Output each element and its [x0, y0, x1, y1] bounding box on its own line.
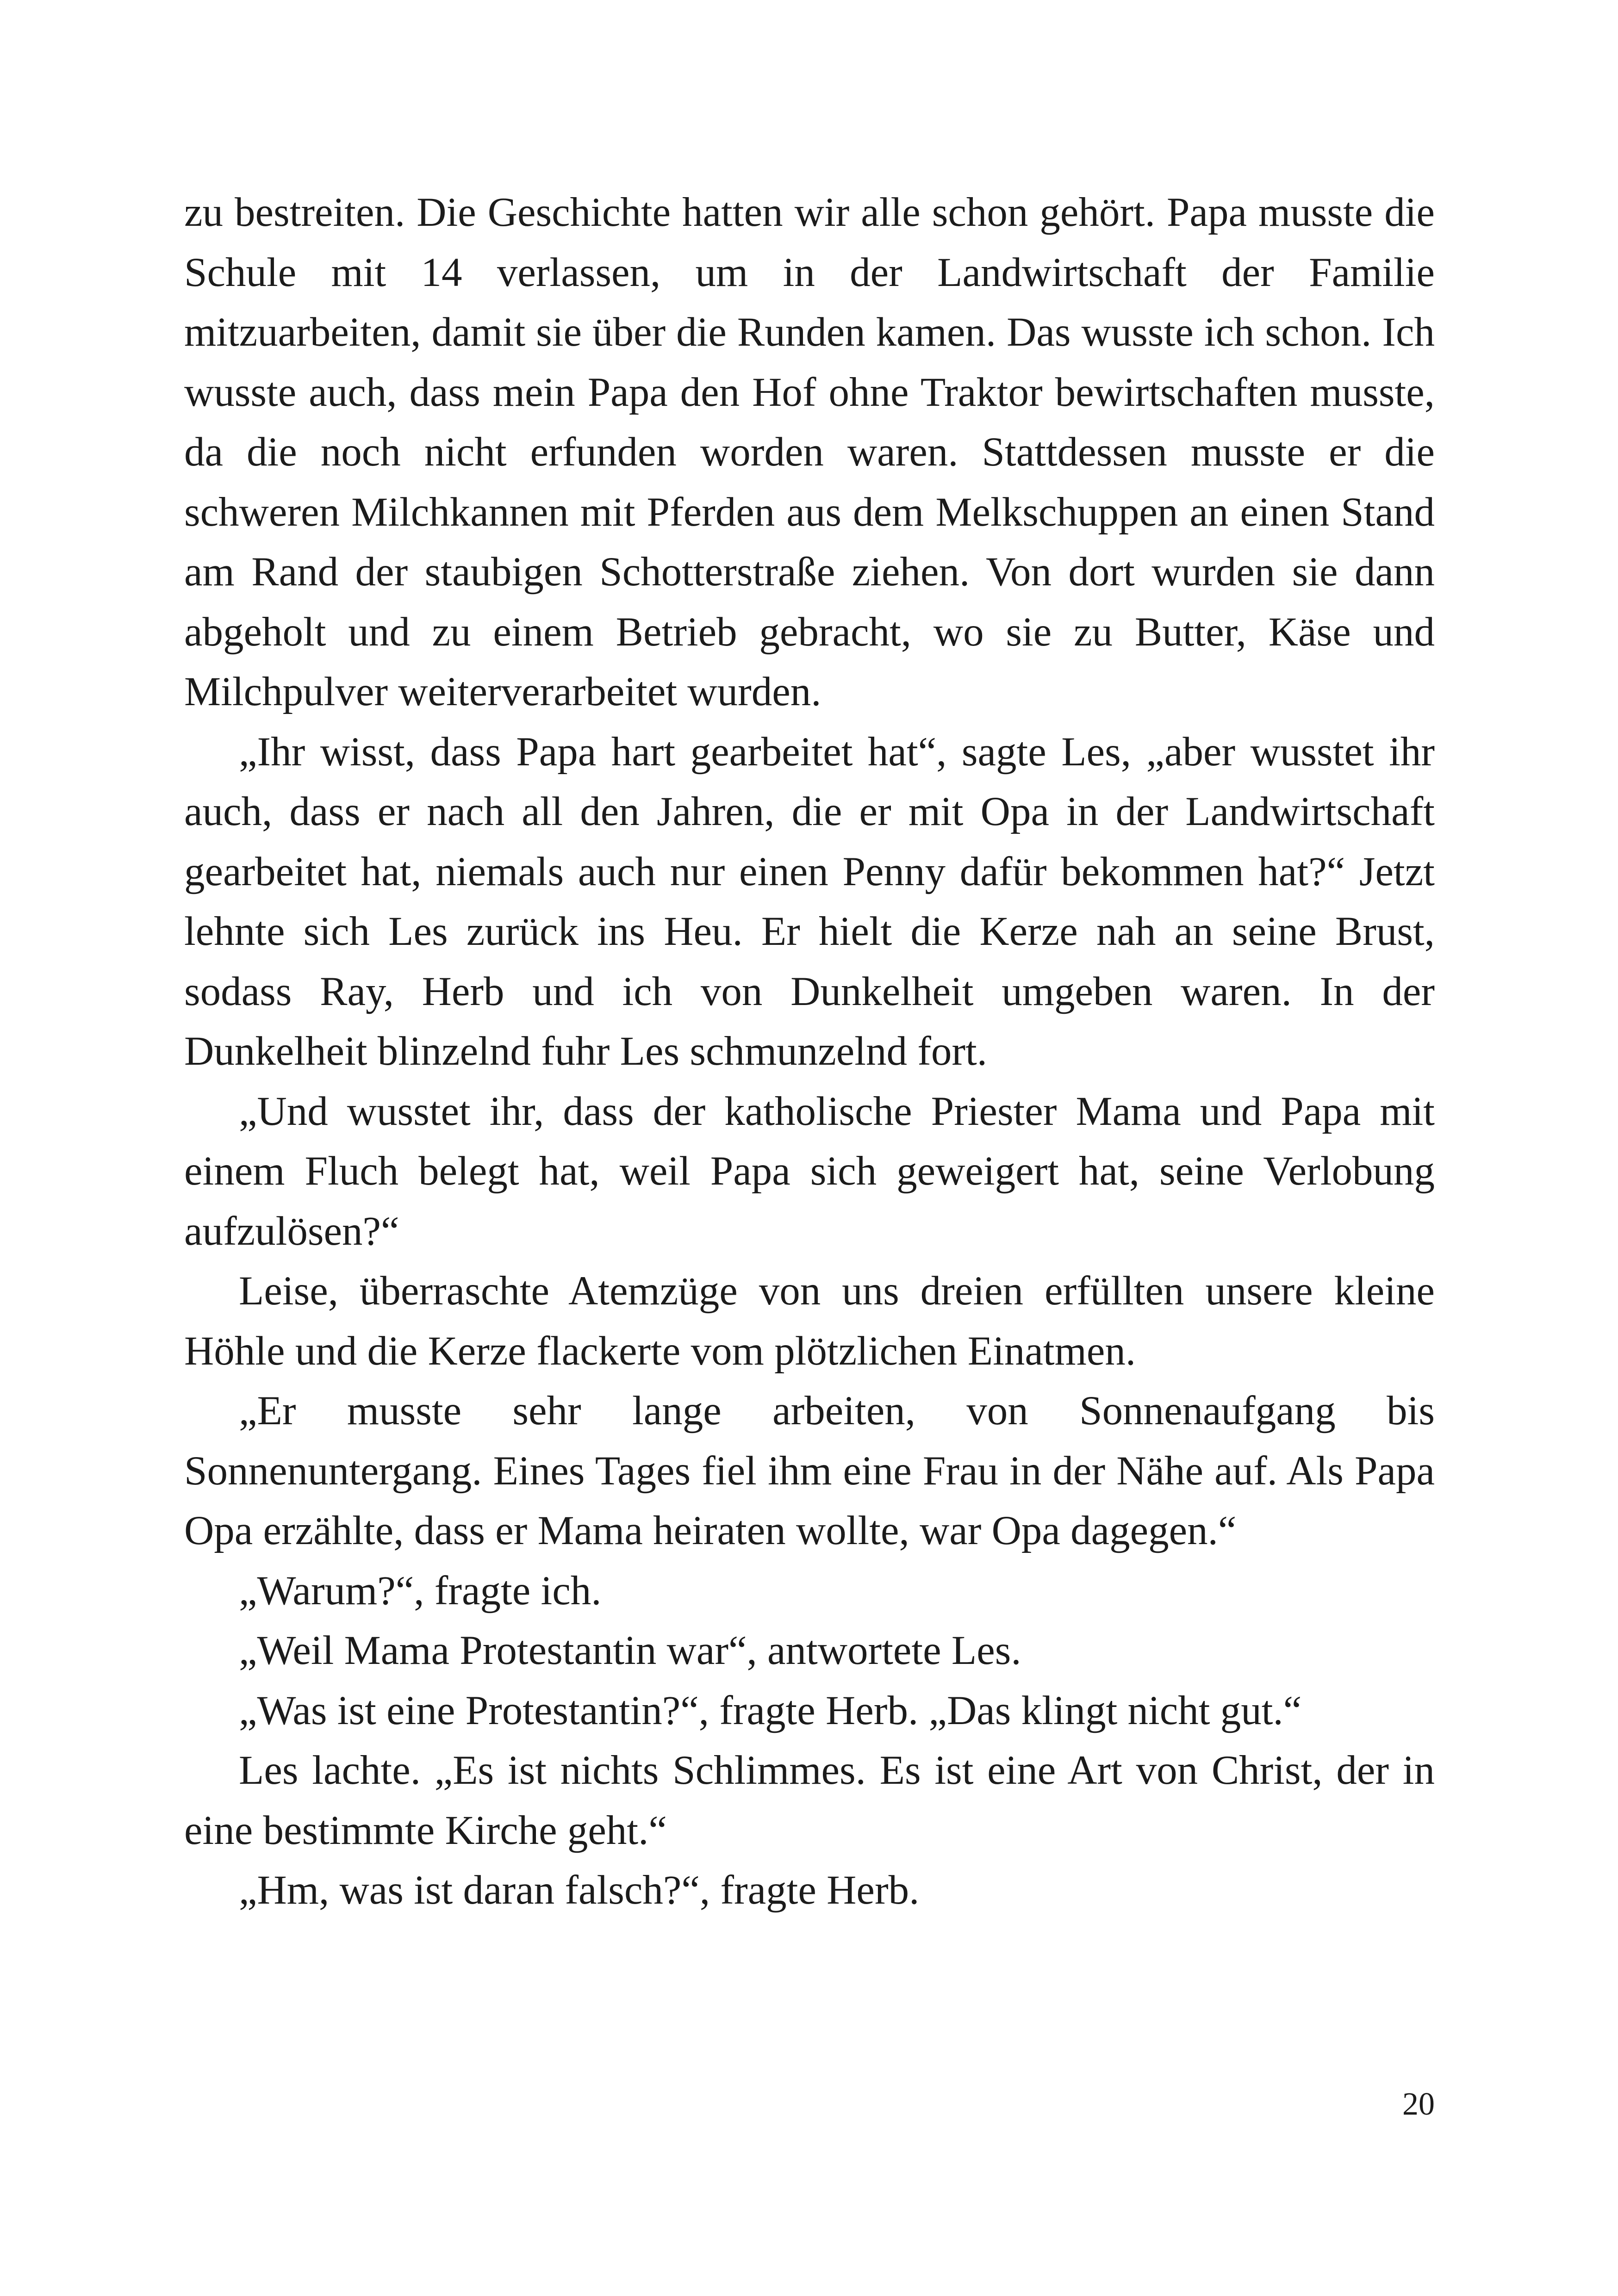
paragraph: „Was ist eine Protestantin?“, fragte Herb. „Das klingt nicht gut.“	[239, 1688, 1302, 1733]
page-number: 20	[1402, 2086, 1435, 2122]
paragraph: „Hm, was ist daran falsch?“, fragte Herb.	[239, 1868, 920, 1913]
paragraph: „Er musste sehr lange arbeiten, von Sonnenaufgang bis Sonnenuntergang. Eines Tages fiel ihm eine Frau in der Nähe auf. Als Papa Opa erzählte, dass er Mama heiraten wollte, war Opa dagegen.“	[184, 1388, 1435, 1553]
paragraph: „Ihr wisst, dass Papa hart gearbeitet hat“, sagte Les, „aber wusstet ihr auch, dass er nach all den Jahren, die er mit Opa in der Landwirtschaft gearbeitet hat, niemals auch nur einen Penny dafür bekommen hat?“ Jetzt lehnte sich Les zurück ins Heu. Er hielt die Kerze nah an seine Brust, sodass Ray, Herb und ich von Dunkelheit umgeben waren. In der Dunkelheit blinzelnd fuhr Les schmunzelnd fort.	[184, 729, 1435, 1074]
paragraph: „Und wusstet ihr, dass der katholische Priester Mama und Papa mit einem Fluch belegt hat, weil Papa sich geweigert hat, seine Verlobung aufzulösen?“	[184, 1088, 1435, 1254]
paragraph: Les lachte. „Es ist nichts Schlimmes. Es ist eine Art von Christ, der in eine bestimmte Kirche geht.“	[184, 1748, 1435, 1853]
paragraph: zu bestreiten. Die Geschichte hatten wir alle schon gehört. Papa musste die Schule mit 14 verlassen, um in der Landwirtschaft der Familie mitzuarbeiten, damit sie über die Runden kamen. Das wusste ich schon. Ich wusste auch, dass mein Papa den Hof ohne Traktor bewirtschaften musste, da die noch nicht erfunden worden waren. Stattdessen musste er die schweren Milchkannen mit Pferden aus dem Melkschuppen an einen Stand am Rand der staubigen Schotterstraße ziehen. Von dort wurden sie dann abgeholt und zu einem Betrieb gebracht, wo sie zu Butter, Käse und Milchpulver weiterverarbeitet wurden.	[184, 190, 1435, 714]
paragraph: „Weil Mama Protestantin war“, antwortete Les.	[239, 1628, 1021, 1673]
paragraph: Leise, überraschte Atemzüge von uns dreien erfüllten unsere kleine Höhle und die Kerze flackerte vom plötzlichen Einatmen.	[184, 1268, 1435, 1374]
body-text	[184, 183, 1435, 1921]
paragraph: „Warum?“, fragte ich.	[239, 1568, 602, 1613]
